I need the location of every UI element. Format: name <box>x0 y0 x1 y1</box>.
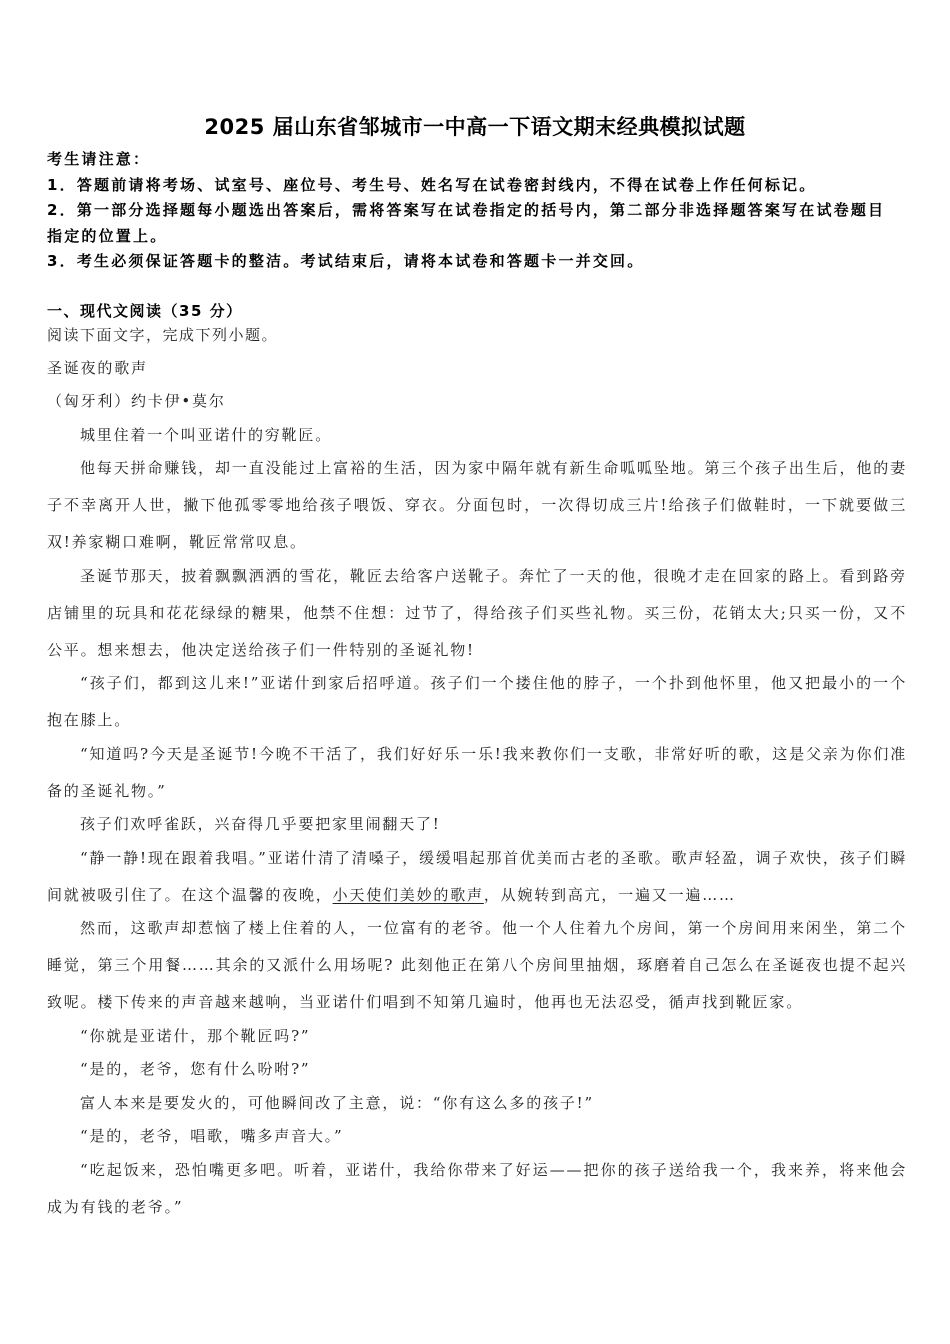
story-paragraph-4: “孩子们，都到这儿来!”亚诺什到家后招呼道。孩子们一个搂住他的脖子，一个扑到他怀里，他又把最小的一个抱在膝上。 <box>47 674 907 729</box>
paragraph-7-after: ，从婉转到高亢，一遍又一遍…… <box>483 885 736 904</box>
document-title: 2025 届山东省邹城市一中高一下语文期末经典模拟试题 <box>204 115 746 139</box>
story-author: （匈牙利）约卡伊•莫尔 <box>47 392 226 410</box>
story-paragraph-12: “是的，老爷，唱歌，嘴多声音大。” <box>80 1127 344 1145</box>
story-paragraph-9: “你就是亚诺什，那个靴匠吗?” <box>80 1026 311 1045</box>
story-text <box>47 350 907 1226</box>
section-heading: 一、现代文阅读（35 分） <box>47 302 243 320</box>
notice-item-3: 3．考生必须保证答题卡的整洁。考试结束后，请将本试卷和答题卡一并交回。 <box>47 252 645 270</box>
story-paragraph-3: 圣诞节那天，披着飘飘洒洒的雪花，靴匠去给客户送靴子。奔忙了一天的他，很晚才走在回家的路上。看到路旁店铺里的玩具和花花绿绿的糖果，他禁不住想：过节了，得给孩子们买些礼物。买三份，花销太大;只买一份，又不公平。想来想去，他决定送给孩子们一件特别的圣诞礼物! <box>47 566 907 659</box>
story-paragraph-13: “吃起饭来，恐怕嘴更多吧。听着，亚诺什，我给你带来了好运——把你的孩子送给我一个，我来养，将来他会成为有钱的老爷。” <box>47 1160 907 1216</box>
story-paragraph-2: 他每天拼命赚钱，却一直没能过上富裕的生活，因为家中隔年就有新生命呱呱坠地。第三个孩子出生后，他的妻子不幸离开人世，撇下他孤零零地给孩子喂饭、穿衣。分面包时，一次得切成三片!给孩子们做鞋时，一下就要做三双!养家糊口难啊，靴匠常常叹息。 <box>47 459 907 551</box>
story-paragraph-11: 富人本来是要发火的，可他瞬间改了主意，说：“你有这么多的孩子!” <box>80 1093 594 1112</box>
story-paragraph-7 <box>47 840 907 914</box>
story-paragraph-8: 然而，这歌声却惹恼了楼上住着的人，一位富有的老爷。他一个人住着九个房间，第一个房间用来闲坐，第二个睡觉，第三个用餐……其余的又派什么用场呢? 此刻他正在第八个房间里抽烟，琢磨着自己怎么在圣诞夜也提不起兴致呢。楼下传来的声音越来越响，当亚诺什们唱到不知第几遍时，他再也无法忍受，循声找到靴匠家。 <box>47 919 907 1011</box>
paragraph-7-before: “静一静!现在跟着我唱。”亚诺什清了清嗓子，缓缓唱起那首优美而古老的圣歌。歌声轻盈，调子欢快，孩子们瞬间就被吸引住了。在这个温馨的夜晚， <box>47 848 907 904</box>
underlined-phrase: 小天使们美妙的歌声 <box>332 885 484 904</box>
story-paragraph-10: “是的，老爷，您有什么吩咐?” <box>80 1060 311 1078</box>
notice-heading: 考生请注意： <box>47 150 151 168</box>
story-paragraph-1: 城里住着一个叫亚诺什的穷靴匠。 <box>80 425 333 444</box>
candidate-notice <box>47 147 897 275</box>
story-paragraph-6: 孩子们欢呼雀跃，兴奋得几乎要把家里闹翻天了! <box>80 815 441 833</box>
story-title: 圣诞夜的歌声 <box>47 358 148 377</box>
notice-item-2: 2．第一部分选择题每小题选出答案后，需将答案写在试卷指定的括号内，第二部分非选择题答案写在试卷题目指定的位置上。 <box>47 201 886 245</box>
reading-section <box>47 299 907 1226</box>
story-paragraph-5: “知道吗?今天是圣诞节!今晚不干活了，我们好好乐一乐!我来教你们一支歌，非常好听的歌，这是父亲为你们准备的圣诞礼物。” <box>47 744 907 800</box>
notice-item-1: 1．答题前请将考场、试室号、座位号、考生号、姓名写在试卷密封线内，不得在试卷上作任何标记。 <box>47 175 817 194</box>
reading-instruction: 阅读下面文字，完成下列小题。 <box>47 326 279 344</box>
